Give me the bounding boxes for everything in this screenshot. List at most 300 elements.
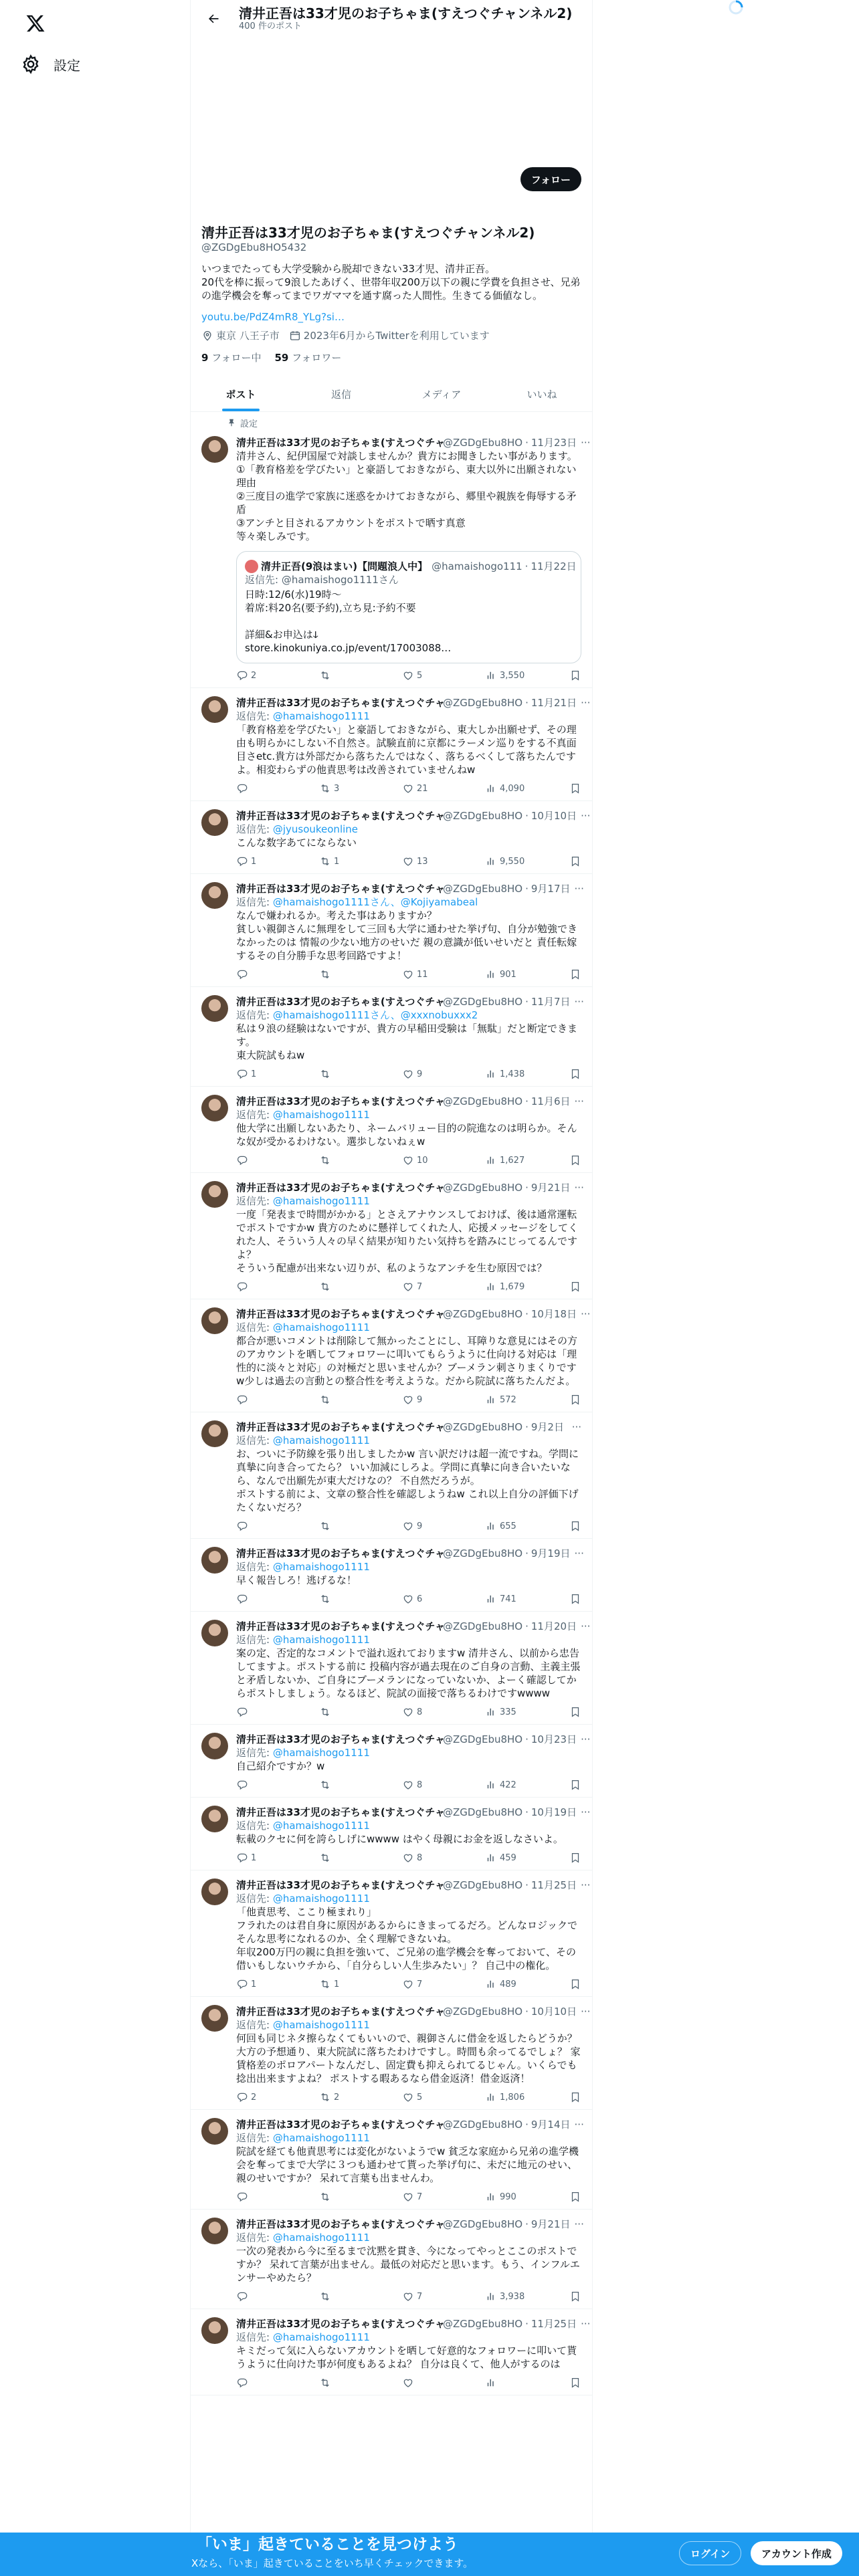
reply-button[interactable] bbox=[236, 1154, 319, 1166]
tweet-date[interactable]: 10月23日 bbox=[531, 1733, 577, 1745]
reply-button[interactable] bbox=[236, 1281, 319, 1293]
tweet-date[interactable]: 11月25日 bbox=[531, 1879, 577, 1891]
tweet-author-name[interactable]: 清井正吾は33才児のお子ちゃま(すえつぐチャ bbox=[236, 883, 445, 895]
retweet-button[interactable] bbox=[319, 1281, 402, 1293]
views-icon bbox=[485, 1068, 497, 1080]
tweet[interactable] bbox=[191, 987, 592, 1087]
reply-to-handle[interactable]: @hamaishogo1111 bbox=[272, 1561, 370, 1573]
view-count: 3,550 bbox=[500, 670, 525, 681]
bookmark-button[interactable] bbox=[569, 782, 581, 794]
tweet-header: 清井正吾は33才児のお子ちゃま(すえつぐチャ @ZGDgEbu8HO · 9月17日 ··· bbox=[236, 883, 584, 895]
reply-to-line: 返信先: @hamaishogo1111さん、@Kojiyamabeal bbox=[236, 896, 478, 908]
tweet-author-name[interactable]: 清井正吾は33才児のお子ちゃま(すえつぐチャ bbox=[236, 1421, 445, 1433]
like-count: 7 bbox=[417, 1979, 423, 1990]
bookmark-button[interactable] bbox=[569, 2377, 581, 2389]
retweet-button[interactable] bbox=[319, 1852, 402, 1864]
like-button[interactable] bbox=[402, 2290, 485, 2302]
reply-to-line: 返信先: @hamaishogo1111 bbox=[236, 1195, 370, 1207]
views-button[interactable] bbox=[485, 1852, 568, 1864]
tweet-author-name[interactable]: 清井正吾は33才児のお子ちゃま(すえつぐチャ bbox=[236, 437, 445, 449]
more-options-icon[interactable]: ··· bbox=[581, 1806, 591, 1818]
views-icon bbox=[485, 855, 497, 867]
tweet-text: 転載のクセに何を誇らしげにwwww はやく母親にお金を返しなさいよ。 bbox=[236, 1833, 563, 1845]
tweet-author-handle[interactable]: @ZGDgEbu8HO bbox=[443, 2318, 523, 2330]
avatar[interactable] bbox=[201, 1095, 228, 1121]
tweet-header: 清井正吾は33才児のお子ちゃま(すえつぐチャ @ZGDgEbu8HO · 10月10日 ··· bbox=[236, 2006, 591, 2018]
views-button[interactable] bbox=[485, 968, 568, 980]
bookmark-button[interactable] bbox=[569, 669, 581, 681]
reply-icon bbox=[236, 669, 248, 681]
reply-button[interactable] bbox=[236, 968, 319, 980]
more-options-icon[interactable]: ··· bbox=[581, 437, 591, 449]
retweet-button[interactable] bbox=[319, 2091, 402, 2103]
tweet[interactable] bbox=[191, 1087, 592, 1173]
reply-to-handle[interactable]: @hamaishogo1111さん、@Kojiyamabeal bbox=[272, 896, 478, 908]
reply-to-line: 返信先: @hamaishogo1111 bbox=[236, 710, 370, 722]
bookmark-button[interactable] bbox=[569, 2191, 581, 2203]
like-count: 8 bbox=[417, 1780, 423, 1790]
reply-to-handle[interactable]: @hamaishogo1111 bbox=[272, 2232, 370, 2244]
views-icon bbox=[485, 1593, 497, 1605]
tweet-author-name[interactable]: 清井正吾は33才児のお子ちゃま(すえつぐチャ bbox=[236, 1547, 445, 1560]
like-icon bbox=[402, 1978, 414, 1990]
reply-to-line: 返信先: @hamaishogo1111 bbox=[236, 1893, 370, 1905]
reply-to-handle[interactable]: @hamaishogo1111 bbox=[272, 1747, 370, 1759]
more-options-icon[interactable]: ··· bbox=[574, 883, 584, 895]
pin-icon bbox=[227, 418, 236, 427]
views-button[interactable] bbox=[485, 1394, 568, 1406]
tweet-author-handle[interactable]: @ZGDgEbu8HO bbox=[443, 883, 523, 895]
reply-to-handle[interactable]: @hamaishogo1111 bbox=[272, 2331, 370, 2343]
tweet-header: 清井正吾は33才児のお子ちゃま(すえつぐチャ @ZGDgEbu8HO · 11月20日 ··· bbox=[236, 1620, 591, 1632]
retweet-button[interactable] bbox=[319, 782, 402, 794]
tweet-text: 案の定、否定的なコメントで溢れ返れておりますw 清井さん、以前から忠告してますよ。ポストする前に 投稿内容が過去現在のご自身の言動、主義主張と矛盾しないか、ご自身にブーメランになっていないか、よーく確認してからポストしましょう。なるほど、院試の面接で落ちるわけですwwww bbox=[236, 1647, 581, 1699]
tweet-author-name[interactable]: 清井正吾は33才児のお子ちゃま(すえつぐチャ bbox=[236, 1182, 445, 1194]
reply-button[interactable] bbox=[236, 1779, 319, 1791]
bookmark-button[interactable] bbox=[569, 2091, 581, 2103]
tweet-date[interactable]: 10月19日 bbox=[531, 1806, 577, 1818]
followers-link[interactable] bbox=[274, 350, 341, 364]
login-button[interactable]: ログイン bbox=[679, 2541, 741, 2565]
like-button[interactable] bbox=[402, 1154, 485, 1166]
view-count: 1,679 bbox=[500, 1281, 525, 1292]
tweet-date[interactable]: 11月21日 bbox=[531, 697, 577, 709]
tweet-date[interactable]: 9月21日 bbox=[531, 1182, 571, 1194]
bookmark-button[interactable] bbox=[569, 1706, 581, 1718]
tweet-author-handle[interactable]: @ZGDgEbu8HO bbox=[443, 810, 523, 822]
tweet-header: 清井正吾は33才児のお子ちゃま(すえつぐチャ @ZGDgEbu8HO · 9月19日 ··· bbox=[236, 1547, 584, 1560]
like-button[interactable] bbox=[402, 1394, 485, 1406]
like-button[interactable] bbox=[402, 1706, 485, 1718]
more-options-icon[interactable]: ··· bbox=[581, 2006, 591, 2018]
tweet-author-name[interactable]: 清井正吾は33才児のお子ちゃま(すえつぐチャ bbox=[236, 697, 445, 709]
views-button[interactable] bbox=[485, 669, 568, 681]
bookmark-button[interactable] bbox=[569, 1978, 581, 1990]
avatar[interactable] bbox=[201, 1420, 228, 1447]
reply-button[interactable] bbox=[236, 2290, 319, 2302]
views-icon bbox=[485, 2290, 497, 2302]
view-count: 4,090 bbox=[500, 783, 525, 794]
views-button[interactable] bbox=[485, 2377, 568, 2389]
like-button[interactable] bbox=[402, 1852, 485, 1864]
like-button[interactable] bbox=[402, 1068, 485, 1080]
tweet-actions bbox=[236, 962, 581, 986]
more-options-icon[interactable]: ··· bbox=[574, 996, 584, 1008]
bookmark-button[interactable] bbox=[569, 1068, 581, 1080]
reply-button[interactable] bbox=[236, 1706, 319, 1718]
reply-to-line: 返信先: @hamaishogo1111 bbox=[236, 1321, 370, 1333]
reply-to-line: 返信先: @hamaishogo1111 bbox=[236, 1820, 370, 1832]
tweet-actions bbox=[236, 1062, 581, 1086]
bookmark-button[interactable] bbox=[569, 1593, 581, 1605]
reply-button[interactable] bbox=[236, 1978, 319, 1990]
views-button[interactable] bbox=[485, 1593, 568, 1605]
retweet-icon bbox=[319, 1281, 331, 1293]
tweet[interactable] bbox=[191, 2210, 592, 2309]
followers-count: 59 bbox=[274, 352, 289, 364]
tweet-author-handle[interactable]: @ZGDgEbu8HO bbox=[443, 996, 523, 1008]
reply-to-handle[interactable]: @hamaishogo1111 bbox=[272, 1321, 370, 1333]
tweet-date[interactable]: 9月19日 bbox=[531, 1547, 571, 1560]
tweet-text: 清井さん、紀伊国屋で対談しませんか？貴方にお聞きしたい事があります。 ①「教育格差を学びたい」と豪語しておきながら、東大以外に出願されない理由 ②三度目の進学で家族に迷惑をかけておきながら、郷里や親族を侮辱する矛盾 ③アンチと目されるアカウントをポストで晒す真意 等々楽しみです。 bbox=[236, 450, 577, 542]
retweet-button[interactable] bbox=[319, 2290, 402, 2302]
tweet-body bbox=[236, 1095, 584, 1172]
reply-to-handle[interactable]: @hamaishogo1111さん、@xxxnobuxxx2 bbox=[272, 1009, 478, 1021]
retweet-button[interactable] bbox=[319, 1520, 402, 1532]
like-count: 6 bbox=[417, 1594, 423, 1604]
reply-icon bbox=[236, 1706, 248, 1718]
tweet-author-handle[interactable]: @ZGDgEbu8HO bbox=[443, 697, 523, 709]
bookmark-button[interactable] bbox=[569, 1520, 581, 1532]
views-button[interactable] bbox=[485, 1068, 568, 1080]
avatar[interactable] bbox=[201, 1620, 228, 1646]
tweet[interactable] bbox=[191, 2110, 592, 2210]
views-button[interactable] bbox=[485, 782, 568, 794]
reply-button[interactable] bbox=[236, 1394, 319, 1406]
tweet-author-handle[interactable]: @ZGDgEbu8HO bbox=[443, 1879, 523, 1891]
more-options-icon[interactable]: ··· bbox=[574, 1095, 584, 1107]
tweet-author-name[interactable]: 清井正吾は33才児のお子ちゃま(すえつぐチャ bbox=[236, 2119, 445, 2131]
tweet[interactable] bbox=[191, 688, 592, 801]
tab-posts[interactable]: ポスト bbox=[191, 377, 291, 411]
views-button[interactable] bbox=[485, 2091, 568, 2103]
tweet-header: 清井正吾は33才児のお子ちゃま(すえつぐチャ @ZGDgEbu8HO · 11月21日 ··· bbox=[236, 697, 591, 709]
tweet-header: 清井正吾は33才児のお子ちゃま(すえつぐチャ @ZGDgEbu8HO · 10月19日 ··· bbox=[236, 1806, 591, 1818]
bookmark-button[interactable] bbox=[569, 968, 581, 980]
tweet-author-name[interactable]: 清井正吾は33才児のお子ちゃま(すえつぐチャ bbox=[236, 1308, 445, 1320]
avatar[interactable] bbox=[201, 696, 228, 723]
bookmark-button[interactable] bbox=[569, 1154, 581, 1166]
reply-button[interactable] bbox=[236, 2191, 319, 2203]
pinned-label: 設定 bbox=[240, 419, 258, 429]
tweet-header: 清井正吾は33才児のお子ちゃま(すえつぐチャ @ZGDgEbu8HO · 9月21日 ··· bbox=[236, 1182, 584, 1194]
retweet-button[interactable] bbox=[319, 1068, 402, 1080]
tweet[interactable] bbox=[191, 1299, 592, 1412]
more-options-icon[interactable]: ··· bbox=[574, 1547, 584, 1560]
more-options-icon[interactable]: ··· bbox=[574, 2218, 584, 2230]
bookmark-button[interactable] bbox=[569, 1852, 581, 1864]
retweet-icon bbox=[319, 2091, 331, 2103]
views-button[interactable] bbox=[485, 2191, 568, 2203]
tweet-body bbox=[236, 995, 584, 1086]
tweet-author-handle[interactable]: @ZGDgEbu8HO bbox=[443, 437, 523, 449]
tweet-text: 「教育格差を学びたい」と豪語しておきながら、東大しか出願せず、その理由も明らかにしない不自然さ。試験直前に京都にラーメン巡りをする不真面目さetc.貴方は外部だから落ちたんではなく、落ちるべくして落ちたんですよ。相変わらずの他責思考は改善されていませんねw bbox=[236, 724, 577, 776]
tweet-date[interactable]: 10月10日 bbox=[531, 2006, 577, 2018]
tweet-text: 早く報告しろ！逃げるな！ bbox=[236, 1574, 357, 1586]
like-button[interactable] bbox=[402, 968, 485, 980]
reply-to-line: 返信先: @jyusoukeonline bbox=[236, 823, 359, 835]
tweet-author-handle[interactable]: @ZGDgEbu8HO bbox=[443, 2218, 523, 2230]
tweet-author-handle[interactable]: @ZGDgEbu8HO bbox=[443, 1095, 523, 1107]
tweet-author-handle[interactable]: @ZGDgEbu8HO bbox=[443, 1620, 523, 1632]
tweet[interactable] bbox=[191, 2309, 592, 2395]
avatar[interactable] bbox=[201, 1181, 228, 1208]
reply-to-handle[interactable]: @hamaishogo1111 bbox=[272, 710, 370, 722]
retweet-button[interactable] bbox=[319, 669, 402, 681]
reply-to-line: 返信先: @hamaishogo1111 bbox=[236, 2132, 370, 2144]
tweet-date[interactable]: 9月14日 bbox=[531, 2119, 571, 2131]
reply-to-handle[interactable]: @hamaishogo1111 bbox=[272, 1634, 370, 1646]
avatar[interactable] bbox=[201, 809, 228, 836]
tweet[interactable] bbox=[191, 1870, 592, 1997]
reply-button[interactable] bbox=[236, 2377, 319, 2389]
more-options-icon[interactable]: ··· bbox=[581, 1620, 591, 1632]
tweet-date[interactable]: 9月2日 bbox=[531, 1421, 564, 1433]
bookmark-button[interactable] bbox=[569, 2290, 581, 2302]
tweet[interactable] bbox=[191, 428, 592, 688]
tweet-author-name[interactable]: 清井正吾は33才児のお子ちゃま(すえつぐチャ bbox=[236, 2218, 445, 2230]
bookmark-button[interactable] bbox=[569, 1281, 581, 1293]
views-button[interactable] bbox=[485, 2290, 568, 2302]
like-button[interactable] bbox=[402, 1779, 485, 1791]
views-button[interactable] bbox=[485, 855, 568, 867]
like-button[interactable] bbox=[402, 855, 485, 867]
tweet[interactable] bbox=[191, 874, 592, 987]
tweet-date[interactable]: 11月20日 bbox=[531, 1620, 577, 1632]
quoted-tweet[interactable] bbox=[236, 551, 581, 663]
more-options-icon[interactable]: ··· bbox=[574, 1182, 584, 1194]
retweet-icon bbox=[319, 1593, 331, 1605]
tweet-body bbox=[236, 1307, 591, 1412]
avatar[interactable] bbox=[201, 1547, 228, 1574]
retweet-button[interactable] bbox=[319, 1779, 402, 1791]
tweet[interactable] bbox=[191, 1412, 592, 1539]
like-icon bbox=[402, 669, 414, 681]
retweet-button[interactable] bbox=[319, 1706, 402, 1718]
like-icon bbox=[402, 1154, 414, 1166]
views-button[interactable] bbox=[485, 1520, 568, 1532]
tweet-author-handle[interactable]: @ZGDgEbu8HO bbox=[443, 2006, 523, 2018]
tweet-date[interactable]: 11月23日 bbox=[531, 437, 577, 449]
bookmark-icon bbox=[569, 1394, 581, 1406]
tweet-author-name[interactable]: 清井正吾は33才児のお子ちゃま(すえつぐチャ bbox=[236, 996, 445, 1008]
tweet[interactable] bbox=[191, 1612, 592, 1725]
signup-button[interactable]: アカウント作成 bbox=[751, 2541, 842, 2565]
tweet-author-handle[interactable]: @ZGDgEbu8HO bbox=[443, 1308, 523, 1320]
profile-joined-text: 2023年6月からTwitterを利用しています bbox=[303, 330, 490, 342]
reply-to-handle[interactable]: @hamaishogo1111 bbox=[272, 2019, 370, 2031]
reply-button[interactable] bbox=[236, 669, 319, 681]
tweet-date[interactable]: 11月7日 bbox=[531, 996, 571, 1008]
retweet-button[interactable] bbox=[319, 1593, 402, 1605]
more-options-icon[interactable]: ··· bbox=[581, 1308, 591, 1320]
avatar[interactable] bbox=[201, 2005, 228, 2032]
x-logo-icon[interactable] bbox=[19, 7, 52, 40]
view-count: 572 bbox=[500, 1394, 516, 1405]
following-link[interactable] bbox=[201, 350, 261, 364]
more-options-icon[interactable]: ··· bbox=[581, 1733, 591, 1745]
bookmark-icon bbox=[569, 1978, 581, 1990]
tab-replies[interactable]: 返信 bbox=[330, 388, 351, 401]
calendar-icon bbox=[289, 330, 301, 342]
bookmark-button[interactable] bbox=[569, 855, 581, 867]
tab-media[interactable]: メディア bbox=[421, 388, 462, 401]
tweet-author-handle[interactable]: @ZGDgEbu8HO bbox=[443, 1421, 523, 1433]
tweet-date[interactable]: 9月21日 bbox=[531, 2218, 571, 2230]
tweet[interactable] bbox=[191, 801, 592, 874]
tweet-author-name[interactable]: 清井正吾は33才児のお子ちゃま(すえつぐチャ bbox=[236, 2318, 445, 2330]
tweet[interactable] bbox=[191, 1173, 592, 1299]
like-count: 9 bbox=[417, 1069, 423, 1079]
like-icon bbox=[402, 1593, 414, 1605]
tweet-header: 清井正吾は33才児のお子ちゃま(すえつぐチャ @ZGDgEbu8HO · 9月2日 ··· bbox=[236, 1421, 581, 1433]
tweet-body bbox=[236, 882, 584, 986]
reply-to-handle[interactable]: @hamaishogo1111 bbox=[272, 1109, 370, 1121]
like-button[interactable] bbox=[402, 782, 485, 794]
reply-to-line: 返信先: @hamaishogo1111 bbox=[236, 1747, 370, 1759]
tweet-header: 清井正吾は33才児のお子ちゃま(すえつぐチャ @ZGDgEbu8HO · 11月6日 ··· bbox=[236, 1095, 584, 1107]
tweet-author-name[interactable]: 清井正吾は33才児のお子ちゃま(すえつぐチャ bbox=[236, 1879, 445, 1891]
tweet-author-handle[interactable]: @ZGDgEbu8HO bbox=[443, 1547, 523, 1560]
reply-to-handle[interactable]: @hamaishogo1111 bbox=[272, 1820, 370, 1832]
retweet-button[interactable] bbox=[319, 1394, 402, 1406]
tweet-author-handle[interactable]: @ZGDgEbu8HO bbox=[443, 2119, 523, 2131]
more-options-icon[interactable]: ··· bbox=[581, 697, 591, 709]
nav-settings[interactable] bbox=[15, 44, 91, 84]
reply-button[interactable] bbox=[236, 1593, 319, 1605]
bookmark-button[interactable] bbox=[569, 1394, 581, 1406]
avatar[interactable] bbox=[201, 2118, 228, 2145]
tweet-date[interactable]: 10月10日 bbox=[531, 810, 577, 822]
follow-button[interactable]: フォロー bbox=[520, 167, 581, 191]
more-options-icon[interactable]: ··· bbox=[581, 1879, 591, 1891]
tweet-author-handle[interactable]: @ZGDgEbu8HO bbox=[443, 1733, 523, 1745]
quoted-author-handle: @hamaishogo111 bbox=[432, 560, 522, 572]
avatar[interactable] bbox=[201, 2317, 228, 2344]
reply-button[interactable] bbox=[236, 855, 319, 867]
tweet-author-handle[interactable]: @ZGDgEbu8HO bbox=[443, 1806, 523, 1818]
like-button[interactable] bbox=[402, 669, 485, 681]
view-count: 335 bbox=[500, 1707, 516, 1717]
reply-to-line: 返信先: @hamaishogo1111 bbox=[236, 1109, 370, 1121]
tweet-date[interactable]: 11月25日 bbox=[531, 2318, 577, 2330]
avatar[interactable] bbox=[201, 1307, 228, 1334]
tab-likes[interactable]: いいね bbox=[527, 388, 557, 401]
more-options-icon[interactable]: ··· bbox=[581, 2318, 591, 2330]
like-count: 13 bbox=[417, 856, 428, 867]
avatar[interactable] bbox=[201, 1733, 228, 1759]
bookmark-icon bbox=[569, 1068, 581, 1080]
reply-button[interactable] bbox=[236, 782, 319, 794]
like-button[interactable] bbox=[402, 1520, 485, 1532]
like-button[interactable] bbox=[402, 2377, 485, 2389]
reply-to-handle[interactable]: @hamaishogo1111 bbox=[272, 2132, 370, 2144]
tweet-author-name[interactable]: 清井正吾は33才児のお子ちゃま(すえつぐチャ bbox=[236, 1733, 445, 1745]
avatar[interactable] bbox=[201, 995, 228, 1022]
retweet-button[interactable] bbox=[319, 2377, 402, 2389]
reply-button[interactable] bbox=[236, 2091, 319, 2103]
reply-to-handle[interactable]: @hamaishogo1111 bbox=[272, 1893, 370, 1905]
like-button[interactable] bbox=[402, 1593, 485, 1605]
like-button[interactable] bbox=[402, 2191, 485, 2203]
views-button[interactable] bbox=[485, 1779, 568, 1791]
retweet-button[interactable] bbox=[319, 2191, 402, 2203]
like-count: 7 bbox=[417, 2191, 423, 2202]
more-options-icon[interactable]: ··· bbox=[574, 2119, 584, 2131]
retweet-button[interactable] bbox=[319, 855, 402, 867]
tweet[interactable] bbox=[191, 1725, 592, 1798]
reply-to-handle[interactable]: @jyusoukeonline bbox=[272, 823, 359, 835]
like-button[interactable] bbox=[402, 1978, 485, 1990]
like-button[interactable] bbox=[402, 2091, 485, 2103]
reply-icon bbox=[236, 855, 248, 867]
tweet-author-name[interactable]: 清井正吾は33才児のお子ちゃま(すえつぐチャ bbox=[236, 2006, 445, 2018]
avatar[interactable] bbox=[201, 2218, 228, 2244]
retweet-button[interactable] bbox=[319, 968, 402, 980]
more-options-icon[interactable]: ··· bbox=[571, 1421, 581, 1433]
reply-to-handle[interactable]: @hamaishogo1111 bbox=[272, 1434, 370, 1446]
bookmark-button[interactable] bbox=[569, 1779, 581, 1791]
views-button[interactable] bbox=[485, 1154, 568, 1166]
reply-button[interactable] bbox=[236, 1520, 319, 1532]
tweet[interactable] bbox=[191, 1539, 592, 1612]
tweet-author-name[interactable]: 清井正吾は33才児のお子ちゃま(すえつぐチャ bbox=[236, 810, 445, 822]
tweet-date[interactable]: 11月6日 bbox=[531, 1095, 571, 1107]
avatar[interactable] bbox=[201, 436, 228, 463]
tweet-header: 清井正吾は33才児のお子ちゃま(すえつぐチャ @ZGDgEbu8HO · 11月25日 ··· bbox=[236, 2318, 591, 2330]
tweet-date[interactable]: 10月18日 bbox=[531, 1308, 577, 1320]
retweet-icon bbox=[319, 968, 331, 980]
reply-button[interactable] bbox=[236, 1852, 319, 1864]
avatar[interactable] bbox=[201, 1879, 228, 1905]
more-options-icon[interactable]: ··· bbox=[581, 810, 591, 822]
views-button[interactable] bbox=[485, 1978, 568, 1990]
views-button[interactable] bbox=[485, 1281, 568, 1293]
avatar[interactable] bbox=[201, 1806, 228, 1832]
reply-count: 1 bbox=[251, 856, 257, 867]
tweet-author-name[interactable]: 清井正吾は33才児のお子ちゃま(すえつぐチャ bbox=[236, 1095, 445, 1107]
views-button[interactable] bbox=[485, 1706, 568, 1718]
reply-to-line: 返信先: @hamaishogo1111 bbox=[236, 1434, 370, 1446]
tweet-author-name[interactable]: 清井正吾は33才児のお子ちゃま(すえつぐチャ bbox=[236, 1620, 445, 1632]
tweet[interactable] bbox=[191, 1997, 592, 2110]
profile-link[interactable]: youtu.be/PdZ4mR8_YLg?si… bbox=[201, 311, 345, 323]
like-icon bbox=[402, 1520, 414, 1532]
like-button[interactable] bbox=[402, 1281, 485, 1293]
like-icon bbox=[402, 1068, 414, 1080]
login-prompt-subtitle: Xなら、「いま」起きていることをいち早くチェックできます。 bbox=[191, 2557, 474, 2569]
tweet[interactable] bbox=[191, 1798, 592, 1870]
retweet-button[interactable] bbox=[319, 1154, 402, 1166]
reply-button[interactable] bbox=[236, 1068, 319, 1080]
tweet-author-handle[interactable]: @ZGDgEbu8HO bbox=[443, 1182, 523, 1194]
back-button[interactable] bbox=[201, 7, 225, 31]
tweet-date[interactable]: 9月17日 bbox=[531, 883, 571, 895]
tweet-author-name[interactable]: 清井正吾は33才児のお子ちゃま(すえつぐチャ bbox=[236, 1806, 445, 1818]
reply-to-handle[interactable]: @hamaishogo1111 bbox=[272, 1195, 370, 1207]
retweet-button[interactable] bbox=[319, 1978, 402, 1990]
avatar[interactable] bbox=[201, 882, 228, 909]
